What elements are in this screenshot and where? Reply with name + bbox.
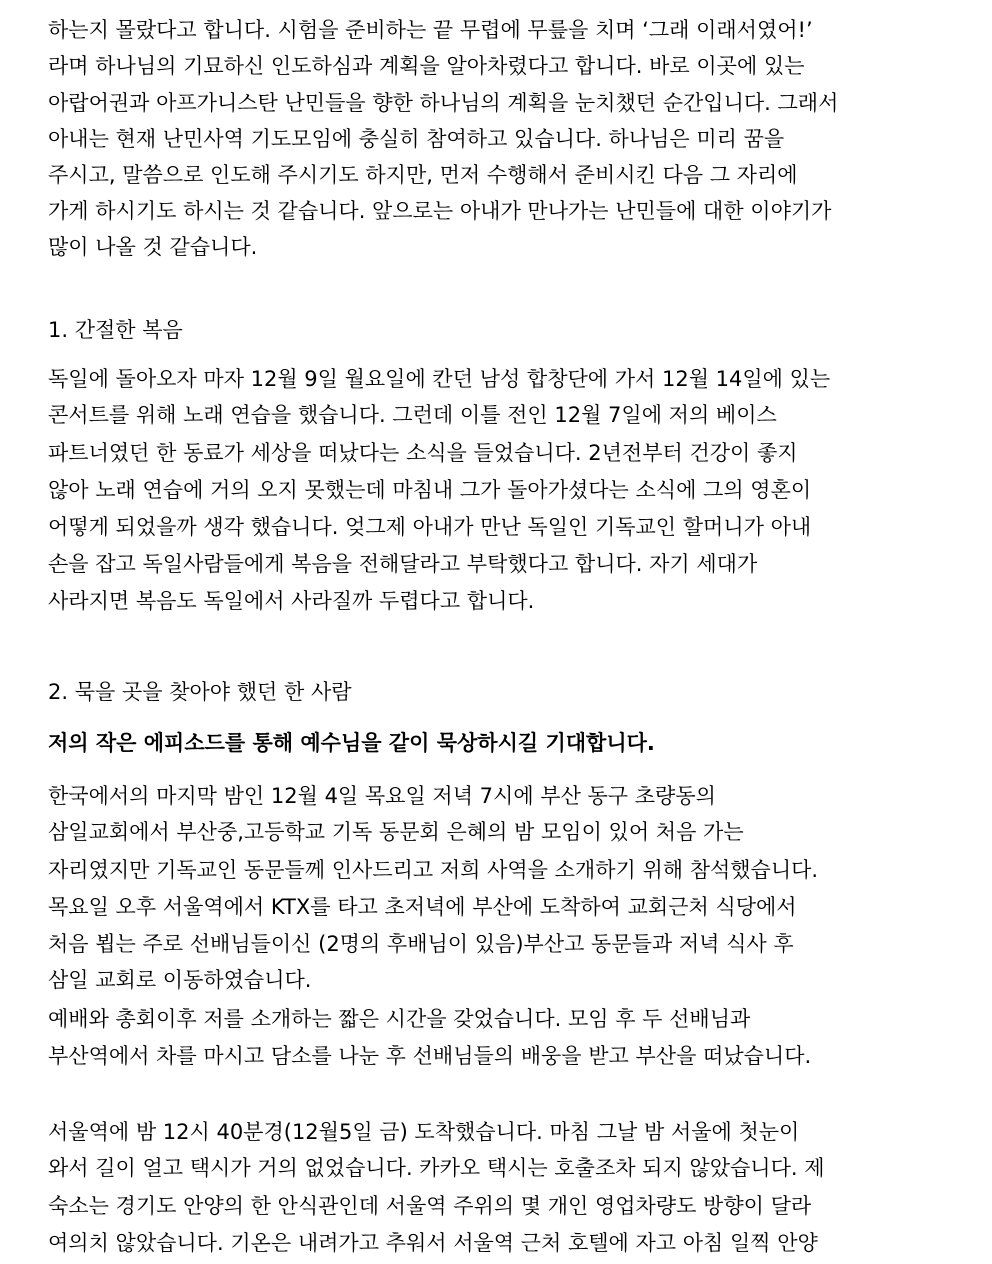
section-2-line-5: 처음 뵙는 주로 선배님들이신 (2명의 후배님이 있음)부산고 동문들과 저녁 식사 후	[48, 932, 794, 956]
intro-line-6: 가게 하시기도 하시는 것 같습니다. 앞으로는 아내가 만나가는 난민들에 대한 이야기가	[48, 199, 832, 223]
section-1-line-4: 않아 노래 연습에 거의 오지 못했는데 마침내 그가 돌아가셨다는 소식에 그의 영혼이	[48, 478, 812, 502]
section-1-line-5: 어떻게 되었을까 생각 했습니다. 엊그제 아내가 만난 독일인 기독교인 할머니가 아내	[48, 515, 812, 539]
intro-line-3: 아랍어권과 아프가니스탄 난민들을 향한 하나님의 계획을 눈치챘던 순간입니다. 그래서	[48, 91, 839, 115]
intro-line-2: 라며 하나님의 기묘하신 인도하심과 계획을 알아차렸다고 합니다. 바로 이곳에 있는	[48, 54, 805, 78]
section-2-line-6: 삼일 교회로 이동하였습니다.	[48, 968, 312, 992]
section-2-heading: 2. 묵을 곳을 찾아야 했던 한 사람	[48, 680, 352, 704]
intro-line-1: 하는지 몰랐다고 합니다. 시험을 준비하는 끝 무렵에 무릎을 치며 ‘그래 이래서였어!’	[48, 18, 813, 42]
intro-line-5: 주시고, 말씀으로 인도해 주시기도 하지만, 먼저 수행해서 준비시킨 다음 그 자리에	[48, 163, 798, 187]
section-2-line-7: 예배와 총회이후 저를 소개하는 짧은 시간을 갖었습니다. 모임 후 두 선배님과	[48, 1007, 751, 1031]
intro-line-7: 많이 나올 것 같습니다.	[48, 235, 258, 259]
section-2-subheading: 저의 작은 에피소드를 통해 예수님을 같이 묵상하시길 기대합니다.	[48, 731, 655, 755]
section-2-line-1: 한국에서의 마지막 밤인 12월 4일 목요일 저녁 7시에 부산 동구 초량동의	[48, 784, 716, 808]
section-2-para2-line-1: 서울역에 밤 12시 40분경(12월5일 금) 도착했습니다. 마침 그날 밤 서울에 첫눈이	[48, 1120, 800, 1144]
section-1-line-3: 파트너였던 한 동료가 세상을 떠났다는 소식을 들었습니다. 2년전부터 건강이 좋지	[48, 441, 798, 465]
section-2-para2-line-2: 와서 길이 얼고 택시가 거의 없었습니다. 카카오 택시는 호출조차 되지 않았습니다. 제	[48, 1156, 825, 1180]
section-2-line-3: 자리였지만 기독교인 동문들께 인사드리고 저희 사역을 소개하기 위해 참석했습니다.	[48, 858, 819, 882]
section-1-line-2: 콘서트를 위해 노래 연습을 했습니다. 그런데 이틀 전인 12월 7일에 저의 베이스	[48, 403, 777, 427]
section-1-heading: 1. 간절한 복음	[48, 318, 183, 342]
intro-line-4: 아내는 현재 난민사역 기도모임에 충실히 참여하고 있습니다. 하나님은 미리 꿈을	[48, 127, 785, 151]
section-2-line-4: 목요일 오후 서울역에서 KTX를 타고 초저녁에 부산에 도착하여 교회근처 식당에서	[48, 895, 797, 919]
section-1-line-7: 사라지면 복음도 독일에서 사라질까 두렵다고 합니다.	[48, 589, 535, 613]
section-2-para2-line-3: 숙소는 경기도 안양의 한 안식관인데 서울역 주위의 몇 개인 영업차량도 방향이 달라	[48, 1194, 812, 1218]
section-2-line-2: 삼일교회에서 부산중,고등학교 기독 동문회 은혜의 밤 모임이 있어 처음 가는	[48, 820, 744, 844]
section-1-line-6: 손을 잡고 독일사람들에게 복음을 전해달라고 부탁했다고 합니다. 자기 세대가	[48, 552, 758, 576]
section-2-line-8: 부산역에서 차를 마시고 담소를 나눈 후 선배님들의 배웅을 받고 부산을 떠났습니다.	[48, 1044, 812, 1068]
section-2-para2-line-4: 여의치 않았습니다. 기온은 내려가고 추워서 서울역 근처 호텔에 자고 아침 일찍 안양	[48, 1231, 818, 1255]
section-1-line-1: 독일에 돌아오자 마자 12월 9일 월요일에 칸던 남성 합창단에 가서 12월 14일에 있는	[48, 367, 831, 391]
